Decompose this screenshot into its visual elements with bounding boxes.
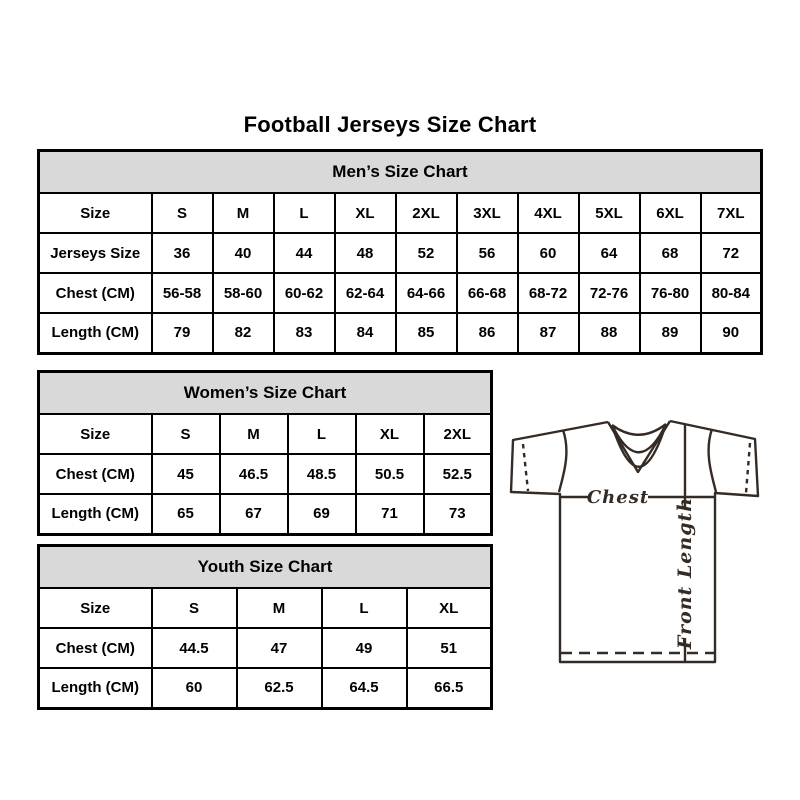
table-row [39, 628, 492, 668]
data-cell: 71 [356, 494, 424, 534]
data-cell: 89 [640, 313, 701, 353]
table-row [39, 494, 492, 534]
jersey-sleeve-seams [559, 429, 716, 492]
data-cell: 67 [220, 494, 288, 534]
data-cell: 2XL [424, 414, 492, 454]
data-cell: 48 [335, 233, 396, 273]
data-cell: L [288, 414, 356, 454]
data-cell: 50.5 [356, 454, 424, 494]
table-row [39, 414, 492, 454]
data-cell: 56 [457, 233, 518, 273]
data-cell: L [322, 588, 407, 628]
data-cell: 40 [213, 233, 274, 273]
data-cell: 86 [457, 313, 518, 353]
table-row [39, 273, 762, 313]
row-header-cell: Length (CM) [39, 313, 152, 353]
front-length-label: Front Length [674, 496, 696, 650]
data-cell: 72 [701, 233, 762, 273]
data-cell: 44 [274, 233, 335, 273]
data-cell: 56-58 [152, 273, 213, 313]
table-row [39, 193, 762, 233]
jersey-measurement-diagram [505, 398, 780, 690]
data-cell: L [274, 193, 335, 233]
table-row [39, 454, 492, 494]
data-cell: 47 [237, 628, 322, 668]
data-cell: XL [335, 193, 396, 233]
row-header-cell: Chest (CM) [39, 454, 152, 494]
data-cell: 45 [152, 454, 220, 494]
table-row [39, 668, 492, 708]
data-cell: M [213, 193, 274, 233]
data-cell: 52.5 [424, 454, 492, 494]
data-cell: 5XL [579, 193, 640, 233]
womens-size-table [37, 370, 493, 536]
data-cell: 49 [322, 628, 407, 668]
data-cell: 3XL [457, 193, 518, 233]
data-cell: 84 [335, 313, 396, 353]
table-title: Youth Size Chart [39, 546, 492, 589]
row-header-cell: Length (CM) [39, 668, 152, 708]
data-cell: 80-84 [701, 273, 762, 313]
data-cell: 60 [518, 233, 579, 273]
data-cell: 36 [152, 233, 213, 273]
data-cell: 62.5 [237, 668, 322, 708]
data-cell: 7XL [701, 193, 762, 233]
data-cell: 68 [640, 233, 701, 273]
table-title: Women’s Size Chart [39, 372, 492, 415]
data-cell: XL [356, 414, 424, 454]
data-cell: 6XL [640, 193, 701, 233]
data-cell: 52 [396, 233, 457, 273]
chest-label: Chest [586, 487, 650, 508]
row-header-cell: Chest (CM) [39, 628, 152, 668]
data-cell: 60-62 [274, 273, 335, 313]
data-cell: M [237, 588, 322, 628]
row-header-cell: Length (CM) [39, 494, 152, 534]
page-title: Football Jerseys Size Chart [243, 111, 537, 137]
data-cell: 83 [274, 313, 335, 353]
data-cell: 62-64 [335, 273, 396, 313]
data-cell: 87 [518, 313, 579, 353]
table-row [39, 588, 492, 628]
data-cell: 79 [152, 313, 213, 353]
data-cell: 64.5 [322, 668, 407, 708]
jersey-outline [511, 421, 758, 662]
data-cell: S [152, 193, 213, 233]
data-cell: 44.5 [152, 628, 237, 668]
row-header-cell: Jerseys Size [39, 233, 152, 273]
data-cell: 88 [579, 313, 640, 353]
data-cell: 51 [407, 628, 492, 668]
data-cell: XL [407, 588, 492, 628]
data-cell: 60 [152, 668, 237, 708]
youth-size-table [37, 544, 493, 710]
data-cell: 76-80 [640, 273, 701, 313]
data-cell: 4XL [518, 193, 579, 233]
data-cell: 68-72 [518, 273, 579, 313]
table-title: Men’s Size Chart [39, 151, 762, 194]
data-cell: 90 [701, 313, 762, 353]
data-cell: 64-66 [396, 273, 457, 313]
data-cell: 72-76 [579, 273, 640, 313]
data-cell: 69 [288, 494, 356, 534]
data-cell: S [152, 414, 220, 454]
data-cell: 58-60 [213, 273, 274, 313]
row-header-cell: Size [39, 588, 152, 628]
data-cell: M [220, 414, 288, 454]
jersey-collar-curves [612, 424, 666, 467]
data-cell: 46.5 [220, 454, 288, 494]
data-cell: 64 [579, 233, 640, 273]
data-cell: 66.5 [407, 668, 492, 708]
data-cell: 48.5 [288, 454, 356, 494]
data-cell: 65 [152, 494, 220, 534]
data-cell: 85 [396, 313, 457, 353]
data-cell: 82 [213, 313, 274, 353]
data-cell: 2XL [396, 193, 457, 233]
table-row [39, 313, 762, 353]
data-cell: 73 [424, 494, 492, 534]
data-cell: S [152, 588, 237, 628]
row-header-cell: Chest (CM) [39, 273, 152, 313]
row-header-cell: Size [39, 193, 152, 233]
table-row [39, 233, 762, 273]
mens-size-table [37, 149, 763, 355]
data-cell: 66-68 [457, 273, 518, 313]
row-header-cell: Size [39, 414, 152, 454]
